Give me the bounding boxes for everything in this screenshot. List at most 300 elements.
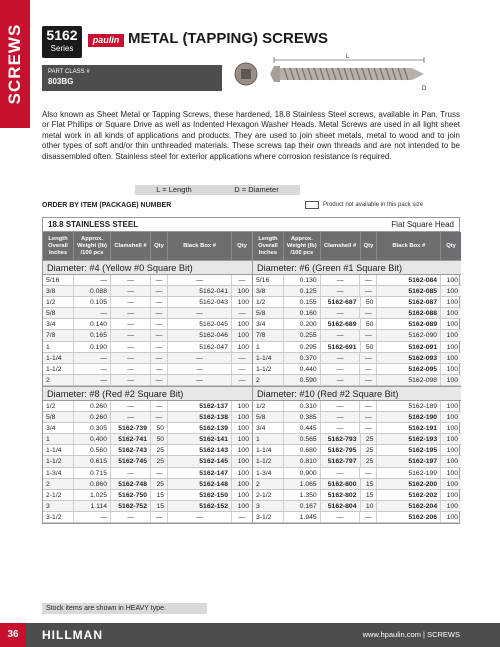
table-cell: 5162-741 — [111, 434, 151, 444]
table-cell: — — [111, 297, 151, 307]
table-cell: 100 — [237, 425, 249, 433]
table-cell: — — [151, 286, 168, 296]
table-cell: 5162-137 — [168, 401, 232, 411]
column-header: Length Overall Inches — [43, 232, 74, 260]
table-cell: 0.615 — [74, 456, 111, 466]
table-cell: 100 — [446, 469, 458, 477]
column-header: Length Overall Inches — [253, 232, 284, 260]
table-cell: 5162-191 — [377, 423, 441, 433]
table-cell: — — [360, 275, 377, 285]
table-cell: 2 — [43, 375, 74, 385]
table-row — [253, 423, 461, 434]
table-cell: 5162-745 — [111, 456, 151, 466]
table-cell: 0.160 — [284, 308, 321, 318]
table-cell: — — [111, 364, 151, 374]
table-cell: 5162-190 — [377, 412, 441, 422]
table-cell: 15 — [151, 501, 168, 511]
column-header: Qty — [446, 242, 456, 249]
table-cell: 100 — [237, 299, 249, 307]
table-row — [253, 297, 461, 308]
table-cell: 5162-195 — [377, 445, 441, 455]
column-header: Black Box # — [377, 232, 441, 260]
column-header: Clamshell # — [321, 232, 361, 260]
table-cell: 1.350 — [284, 490, 321, 500]
table-cell: 25 — [361, 456, 378, 466]
table-cell: 50 — [361, 342, 378, 352]
product-table — [42, 217, 460, 524]
table-row — [43, 275, 252, 286]
table-cell: 5162-206 — [377, 512, 441, 522]
table-row — [253, 353, 461, 364]
table-cell: 0.560 — [74, 445, 111, 455]
diameter-section-header: Diameter: #6 (Green #1 Square Bit) — [253, 260, 461, 275]
table-row — [253, 342, 461, 353]
table-cell: 3/4 — [253, 423, 284, 433]
table-cell: 15 — [151, 490, 168, 500]
table-cell: 0.445 — [284, 423, 321, 433]
table-cell: 5162-743 — [111, 445, 151, 455]
table-cell: 5162-089 — [377, 319, 441, 329]
table-cell: 100 — [446, 343, 459, 351]
table-cell: 0.088 — [74, 286, 111, 296]
stock-note: Stock items are shown in HEAVY type. — [42, 603, 207, 614]
table-cell: 5162-087 — [377, 297, 441, 307]
table-row — [43, 401, 252, 412]
table-cell: 0.155 — [284, 297, 321, 307]
table-cell: 25 — [151, 445, 168, 455]
table-cell: 100 — [446, 288, 458, 296]
table-cell: — — [360, 375, 377, 385]
table-cell: 100 — [237, 447, 249, 455]
table-row — [43, 286, 252, 297]
table-cell: — — [111, 375, 151, 385]
table-cell: 100 — [446, 376, 458, 384]
table-cell: 0.860 — [74, 479, 111, 489]
table-cell: 0.400 — [74, 434, 111, 444]
table-cell: 0.305 — [74, 423, 111, 433]
table-cell: 15 — [361, 490, 378, 500]
table-cell: 3/4 — [43, 423, 74, 433]
table-cell: 50 — [361, 297, 378, 307]
table-cell: — — [111, 319, 151, 329]
table-cell: 5162-804 — [321, 501, 361, 511]
table-cell: 100 — [237, 414, 249, 422]
part-class-value: 803BG — [48, 77, 74, 86]
table-cell: 5/16 — [253, 275, 284, 285]
svg-text:D: D — [422, 86, 427, 92]
table-cell: 5162-138 — [168, 412, 232, 422]
table-cell: — — [360, 353, 377, 363]
table-cell: 1-1/2 — [253, 364, 284, 374]
table-header — [43, 218, 459, 232]
column-header: Qty — [237, 242, 247, 249]
table-cell: 5162-197 — [377, 456, 441, 466]
table-cell: 2 — [253, 479, 284, 489]
table-cell: 1.945 — [284, 512, 321, 522]
table-cell: 5162-045 — [168, 319, 232, 329]
table-cell: 1/2 — [253, 401, 284, 411]
table-cell: 3/4 — [43, 319, 74, 329]
table-cell: 2 — [43, 479, 74, 489]
table-cell: 3/8 — [253, 286, 284, 296]
table-cell: — — [321, 286, 361, 296]
table-cell: 1.025 — [74, 490, 111, 500]
table-cell: 0.440 — [284, 364, 321, 374]
table-cell: 5162-148 — [168, 479, 232, 489]
table-row — [253, 456, 461, 467]
table-cell: 0.167 — [284, 501, 321, 511]
not-available-text: Product not available in this pack size — [323, 202, 424, 208]
table-row — [253, 512, 461, 523]
diameter-section-header: Diameter: #8 (Red #2 Square Bit) — [43, 386, 252, 401]
table-cell: 1-1/4 — [253, 445, 284, 455]
table-cell: 100 — [446, 491, 459, 499]
table-row — [253, 445, 461, 456]
table-cell: — — [360, 468, 377, 478]
table-row — [253, 319, 461, 330]
table-cell: 25 — [151, 456, 168, 466]
table-cell: 0.260 — [74, 412, 111, 422]
table-row — [43, 297, 252, 308]
table-cell: 100 — [446, 458, 459, 466]
table-cell: 5162-143 — [168, 445, 232, 455]
page-footer — [0, 623, 500, 647]
table-cell: — — [321, 375, 361, 385]
table-cell: 3 — [253, 501, 284, 511]
table-cell: 25 — [151, 479, 168, 489]
table-cell: — — [238, 310, 246, 318]
table-cell: 1-3/4 — [253, 468, 284, 478]
table-cell: 0.130 — [284, 275, 321, 285]
table-cell: 100 — [237, 332, 249, 340]
table-cell: 5162-095 — [377, 364, 441, 374]
table-cell: — — [111, 330, 151, 340]
table-cell: — — [168, 364, 232, 374]
table-cell: 5162-141 — [168, 434, 232, 444]
table-cell: — — [74, 353, 111, 363]
table-cell: 100 — [446, 321, 459, 329]
table-cell: — — [360, 286, 377, 296]
table-cell: — — [74, 364, 111, 374]
page-title: METAL (TAPPING) SCREWS — [128, 30, 328, 47]
table-row — [43, 479, 252, 490]
table-cell: — — [321, 330, 361, 340]
page-number: 36 — [0, 623, 26, 647]
table-cell: — — [321, 401, 361, 411]
table-cell: 5162-152 — [168, 501, 232, 511]
table-cell: — — [321, 512, 361, 522]
material-label: 18.8 STAINLESS STEEL — [48, 220, 139, 229]
table-cell: 100 — [237, 321, 249, 329]
table-cell: 100 — [446, 310, 458, 318]
table-cell: — — [74, 275, 111, 285]
table-cell: 3/4 — [253, 319, 284, 329]
table-cell: — — [321, 308, 361, 318]
column-header-row — [253, 232, 461, 260]
table-row — [253, 501, 461, 512]
table-cell: 0.165 — [74, 330, 111, 340]
table-cell: — — [111, 286, 151, 296]
table-cell: 5162-098 — [377, 375, 441, 385]
table-cell: 0.255 — [284, 330, 321, 340]
table-cell: — — [151, 512, 168, 522]
table-cell: — — [151, 468, 168, 478]
table-cell: 0.680 — [284, 445, 321, 455]
table-cell: 0.125 — [284, 286, 321, 296]
table-cell: 0.590 — [284, 375, 321, 385]
table-cell: 5162-800 — [321, 479, 361, 489]
table-cell: 0.140 — [74, 319, 111, 329]
table-cell: — — [168, 275, 232, 285]
diameter-section-header: Diameter: #4 (Yellow #0 Square Bit) — [43, 260, 252, 275]
table-cell: 5162-088 — [377, 308, 441, 318]
side-category-tab — [0, 0, 30, 128]
table-cell: 100 — [446, 277, 458, 284]
side-tab-label: SCREWS — [5, 23, 24, 105]
table-cell: 100 — [237, 436, 249, 444]
table-cell: — — [321, 275, 361, 285]
table-row — [253, 401, 461, 412]
legend-length: L = Length — [156, 185, 192, 194]
table-cell: 100 — [446, 447, 459, 455]
table-cell: 100 — [446, 354, 458, 362]
table-cell: — — [151, 342, 168, 352]
table-cell: 1 — [43, 434, 74, 444]
table-cell: — — [360, 401, 377, 411]
table-cell: 5162-204 — [377, 501, 441, 511]
part-class-box — [42, 65, 222, 91]
table-cell: — — [168, 353, 232, 363]
column-header: Qty — [151, 232, 168, 260]
diameter-section-header: Diameter: #10 (Red #2 Square Bit) — [253, 386, 461, 401]
table-cell: 1-1/4 — [43, 445, 74, 455]
table-cell: 3-1/2 — [253, 512, 284, 522]
table-cell: 5162-147 — [168, 468, 232, 478]
table-cell: 100 — [446, 299, 459, 307]
table-row — [43, 512, 252, 523]
table-cell: 100 — [237, 402, 249, 410]
screw-diagram — [232, 52, 432, 92]
table-cell: 100 — [237, 491, 249, 499]
table-cell: 50 — [151, 434, 168, 444]
table-cell: — — [111, 342, 151, 352]
table-cell: 5162-046 — [168, 330, 232, 340]
table-cell: 0.900 — [284, 468, 321, 478]
table-cell: — — [151, 330, 168, 340]
table-cell: — — [238, 376, 246, 384]
table-cell: 10 — [361, 501, 378, 511]
table-cell: 15 — [361, 479, 378, 489]
table-cell: — — [360, 308, 377, 318]
head-type-label: Flat Square Head — [391, 220, 454, 229]
svg-text:L: L — [346, 54, 350, 60]
table-row — [253, 364, 461, 375]
table-cell: — — [360, 364, 377, 374]
paulin-logo: paulin — [88, 34, 124, 47]
table-row — [43, 342, 252, 353]
table-cell: 5162-199 — [377, 468, 441, 478]
table-cell: 1-3/4 — [43, 468, 74, 478]
table-cell: — — [321, 423, 361, 433]
table-cell: 2-1/2 — [253, 490, 284, 500]
table-cell: — — [168, 308, 232, 318]
table-cell: 3-1/2 — [43, 512, 74, 522]
table-row — [43, 319, 252, 330]
table-cell: 5/8 — [253, 412, 284, 422]
table-cell: 0.190 — [74, 342, 111, 352]
table-cell: 1.114 — [74, 501, 111, 511]
table-cell: — — [151, 275, 168, 285]
table-cell: 0.260 — [74, 401, 111, 411]
table-cell: — — [111, 468, 151, 478]
table-cell: 5/16 — [43, 275, 74, 285]
table-cell: — — [151, 297, 168, 307]
table-cell: 5162-200 — [377, 479, 441, 489]
table-row — [253, 479, 461, 490]
table-cell: 1 — [253, 434, 284, 444]
table-row — [43, 468, 252, 479]
table-cell: 5162-093 — [377, 353, 441, 363]
table-row — [43, 434, 252, 445]
table-cell: — — [74, 308, 111, 318]
dimension-legend — [135, 185, 300, 195]
table-cell: — — [151, 412, 168, 422]
table-cell: 5162-189 — [377, 401, 441, 411]
table-cell: 1-1/2 — [43, 456, 74, 466]
table-row — [253, 375, 461, 386]
table-row — [43, 375, 252, 386]
table-cell: — — [238, 365, 246, 373]
table-cell: — — [360, 412, 377, 422]
table-cell: 100 — [237, 458, 249, 466]
table-row — [253, 286, 461, 297]
column-header: Qty — [361, 232, 378, 260]
table-cell: — — [151, 364, 168, 374]
table-cell: 50 — [361, 319, 378, 329]
table-cell: 5162-139 — [168, 423, 232, 433]
table-cell: — — [168, 512, 232, 522]
table-cell: — — [111, 308, 151, 318]
table-cell: — — [151, 353, 168, 363]
table-row — [253, 330, 461, 341]
table-cell: 100 — [446, 502, 459, 510]
order-by-heading: ORDER BY ITEM (PACKAGE) NUMBER — [42, 202, 172, 209]
series-badge — [42, 26, 82, 58]
table-row — [43, 456, 252, 467]
table-cell: 100 — [446, 425, 458, 433]
table-cell: — — [321, 468, 361, 478]
table-cell: — — [111, 401, 151, 411]
table-cell: — — [321, 364, 361, 374]
column-header-row — [43, 232, 252, 260]
table-cell: — — [151, 401, 168, 411]
table-cell: — — [151, 308, 168, 318]
table-cell: 7/8 — [253, 330, 284, 340]
table-cell: 100 — [237, 469, 249, 477]
table-cell: — — [151, 375, 168, 385]
table-cell: 1 — [43, 342, 74, 352]
table-cell: 100 — [446, 414, 458, 422]
series-number: 5162 — [46, 27, 78, 43]
table-cell: 5162-043 — [168, 297, 232, 307]
table-row — [253, 434, 461, 445]
table-cell: — — [168, 375, 232, 385]
table-cell: 0.810 — [284, 456, 321, 466]
table-cell: 5162-047 — [168, 342, 232, 352]
table-cell: — — [360, 512, 377, 522]
table-cell: 3 — [43, 501, 74, 511]
product-description: Also known as Sheet Metal or Tapping Screws, these hardened, 18.8 Stainless Steel screws, available in Pan, Truss or Flat Phillips or Square Drive as well as Indented Hexagon Washer Heads. Metal Screws are used in all light sheet metal work in all kinds of applications and products. They are used to join sheet metals, metal to wood and to join other types of soft and/or thin unthreaded materials. These screws tap their own threads and are not intended to be disassembled often. Stainless steel for exterior applications where corrosion resistance is required. — [42, 110, 460, 161]
table-cell: — — [111, 275, 151, 285]
table-cell: 100 — [237, 480, 249, 488]
table-cell: 5162-691 — [321, 342, 361, 352]
table-row — [253, 412, 461, 423]
part-class-label: PART CLASS # — [48, 69, 90, 75]
table-cell: — — [111, 412, 151, 422]
table-cell: 5162-145 — [168, 456, 232, 466]
table-cell: 100 — [446, 436, 459, 444]
table-cell: — — [238, 277, 246, 284]
table-cell: 25 — [361, 445, 378, 455]
table-cell: 7/8 — [43, 330, 74, 340]
table-cell: 100 — [237, 502, 249, 510]
table-cell: 5162-793 — [321, 434, 361, 444]
table-cell: 5162-750 — [111, 490, 151, 500]
table-cell: 5162-084 — [377, 275, 441, 285]
table-cell: 0.310 — [284, 401, 321, 411]
footer-url: www.hpaulin.com | SCREWS — [362, 630, 460, 639]
table-cell: — — [321, 353, 361, 363]
table-cell: 5162-193 — [377, 434, 441, 444]
table-cell: — — [238, 513, 246, 521]
table-cell: 25 — [361, 434, 378, 444]
table-row — [43, 445, 252, 456]
legend-diameter: D = Diameter — [234, 185, 279, 194]
table-cell: 2 — [253, 375, 284, 385]
table-cell: 1.065 — [284, 479, 321, 489]
table-cell: 100 — [446, 513, 458, 521]
table-cell: — — [111, 353, 151, 363]
table-cell: 100 — [446, 332, 458, 340]
table-cell: 1/2 — [43, 297, 74, 307]
table-cell: — — [74, 512, 111, 522]
series-label: Series — [50, 44, 74, 53]
table-cell: 100 — [446, 480, 459, 488]
hillman-logo: HILLMAN — [42, 628, 103, 642]
table-cell: — — [360, 423, 377, 433]
table-cell: 5162-795 — [321, 445, 361, 455]
table-cell: 50 — [151, 423, 168, 433]
table-cell: — — [74, 375, 111, 385]
table-cell: 1 — [253, 342, 284, 352]
table-cell: 1-1/4 — [43, 353, 74, 363]
table-cell: — — [360, 330, 377, 340]
table-cell: 100 — [446, 365, 458, 373]
table-row — [43, 412, 252, 423]
table-cell: 0.295 — [284, 342, 321, 352]
table-cell: 0.200 — [284, 319, 321, 329]
table-cell: 5162-687 — [321, 297, 361, 307]
table-row — [43, 353, 252, 364]
table-row — [43, 330, 252, 341]
table-cell: 1-1/2 — [253, 456, 284, 466]
table-cell: 5162-739 — [111, 423, 151, 433]
table-cell: 2-1/2 — [43, 490, 74, 500]
table-cell: 5162-752 — [111, 501, 151, 511]
not-available-legend — [305, 201, 423, 209]
table-row — [253, 468, 461, 479]
table-cell: — — [151, 319, 168, 329]
